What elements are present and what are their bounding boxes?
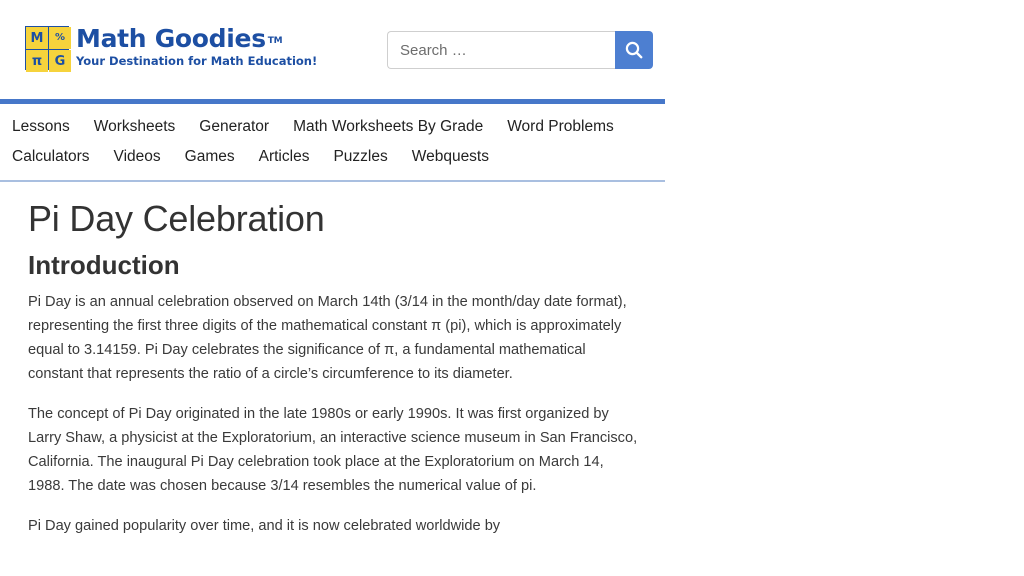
nav-item-word-problems[interactable]: Word Problems xyxy=(507,118,614,135)
logo-tile-pi: π xyxy=(26,50,48,72)
nav-row-2 xyxy=(12,148,513,166)
page-title: Pi Day Celebration xyxy=(28,198,325,239)
nav-item-calculators[interactable]: Calculators xyxy=(12,148,90,165)
search-input[interactable] xyxy=(387,31,615,69)
nav-item-worksheets[interactable]: Worksheets xyxy=(93,118,176,135)
section-title-introduction: Introduction xyxy=(28,250,180,280)
main-nav xyxy=(0,104,665,180)
logo-tile-m: M xyxy=(26,27,48,49)
logo-tile-percent: % xyxy=(49,27,71,49)
paragraph-1: Pi Day is an annual celebration observed on March 14th (3/14 in the month/day date format), representing the first three digits of the mathematical constant π (pi), which is approximately equal to 3.14159. Pi Day celebrates the significance of π, a fundamental mathematical constant that represents the ratio of a circle’s circumference to its diameter. xyxy=(28,294,627,382)
trademark-mark: TM xyxy=(267,36,283,46)
logo-tagline: Your Destination for Math Education! xyxy=(76,54,318,68)
nav-item-webquests[interactable]: Webquests xyxy=(411,148,489,165)
logo-text xyxy=(76,24,317,68)
nav-item-games[interactable]: Games xyxy=(184,148,235,165)
nav-bottom-border xyxy=(0,180,665,182)
nav-item-articles[interactable]: Articles xyxy=(258,148,310,165)
article-content xyxy=(28,196,640,538)
paragraph-3: Pi Day gained popularity over time, and it is now celebrated worldwide by xyxy=(28,518,501,534)
logo-tile-icon xyxy=(25,26,69,70)
logo-tile-g: G xyxy=(49,50,71,72)
nav-item-generator[interactable]: Generator xyxy=(199,118,270,135)
nav-row-1 xyxy=(12,118,638,136)
logo-title-text: Math Goodies xyxy=(76,24,266,53)
search-form xyxy=(387,31,653,69)
search-icon xyxy=(625,41,643,59)
site-logo[interactable] xyxy=(25,26,317,70)
logo-title xyxy=(76,24,317,54)
nav-item-worksheets-by-grade[interactable]: Math Worksheets By Grade xyxy=(293,118,484,135)
nav-item-videos[interactable]: Videos xyxy=(113,148,161,165)
search-button[interactable] xyxy=(615,31,653,69)
paragraph-2: The concept of Pi Day originated in the late 1980s or early 1990s. It was first organized by Larry Shaw, a physicist at the Exploratorium, an interactive science museum in San Francisco, California. The inaugural Pi Day celebration took place at the Exploratorium on March 14, 1988. The date was chosen because 3/14 resembles the numerical value of pi. xyxy=(28,406,638,494)
nav-item-puzzles[interactable]: Puzzles xyxy=(333,148,388,165)
nav-item-lessons[interactable]: Lessons xyxy=(12,118,70,135)
site-header xyxy=(0,0,665,100)
